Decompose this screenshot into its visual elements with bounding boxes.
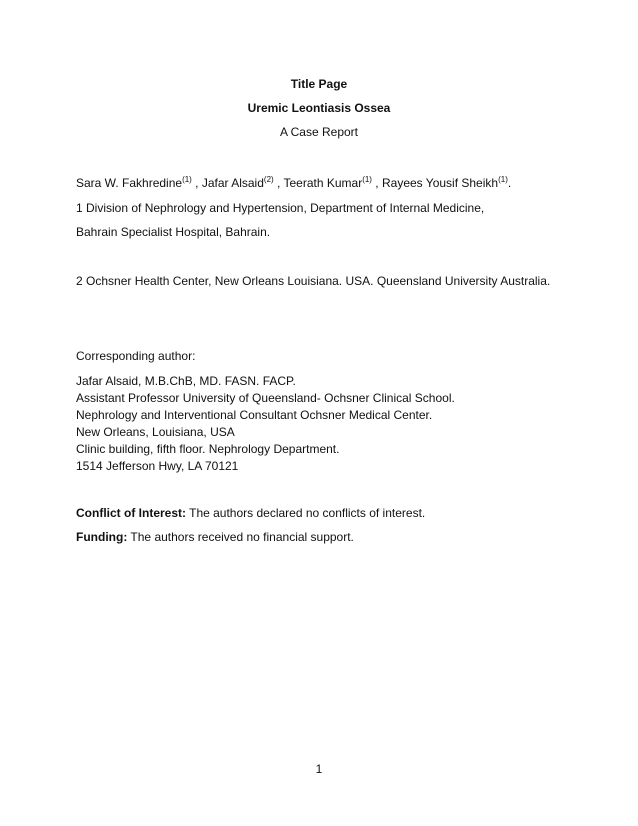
funding-label: Funding: <box>76 530 128 544</box>
funding-text: The authors received no financial support. <box>127 530 354 544</box>
author-name: Sara W. Fakhredine <box>76 176 183 190</box>
corresponding-line: Assistant Professor University of Queensland- Ochsner Clinical School. <box>76 391 455 405</box>
page-number: 1 <box>315 762 323 776</box>
conflict-of-interest <box>76 506 425 520</box>
corresponding-author-label: Corresponding author: <box>76 349 196 363</box>
author-separator: . <box>507 176 512 190</box>
conflict-label: Conflict of Interest: <box>76 506 186 520</box>
funding-statement <box>76 530 354 544</box>
corresponding-line: New Orleans, Louisiana, USA <box>76 425 235 439</box>
author-separator: , <box>191 176 202 190</box>
author-separator: , <box>371 176 382 190</box>
affiliation-1-line-2: Bahrain Specialist Hospital, Bahrain. <box>76 225 271 239</box>
author-list <box>76 176 511 190</box>
author-affiliation: (1) <box>362 175 372 184</box>
paper-title: Uremic Leontiasis Ossea <box>247 101 391 115</box>
corresponding-author-details <box>76 373 455 475</box>
corresponding-line: Nephrology and Interventional Consultant Ochsner Medical Center. <box>76 408 433 422</box>
heading-title-page: Title Page <box>290 77 348 91</box>
conflict-text: The authors declared no conflicts of interest. <box>186 506 426 520</box>
corresponding-line: Clinic building, fifth floor. Nephrology Department. <box>76 442 340 456</box>
author-name: Rayees Yousif Sheikh <box>381 176 499 190</box>
author-affiliation: (1) <box>182 175 192 184</box>
paper-subtitle: A Case Report <box>279 125 359 139</box>
affiliation-1-line-1: 1 Division of Nephrology and Hypertension, Department of Internal Medicine, <box>76 201 485 215</box>
author-affiliation: (1) <box>498 175 508 184</box>
author-affiliation: (2) <box>263 175 274 184</box>
affiliation-2: 2 Ochsner Health Center, New Orleans Louisiana. USA. Queensland University Australia. <box>76 274 551 288</box>
author-name: Jafar Alsaid <box>201 176 264 190</box>
author-name: Teerath Kumar <box>283 176 363 190</box>
corresponding-line: 1514 Jefferson Hwy, LA 70121 <box>76 459 239 473</box>
author-separator: , <box>273 176 284 190</box>
corresponding-line: Jafar Alsaid, M.B.ChB, MD. FASN. FACP. <box>76 374 296 388</box>
